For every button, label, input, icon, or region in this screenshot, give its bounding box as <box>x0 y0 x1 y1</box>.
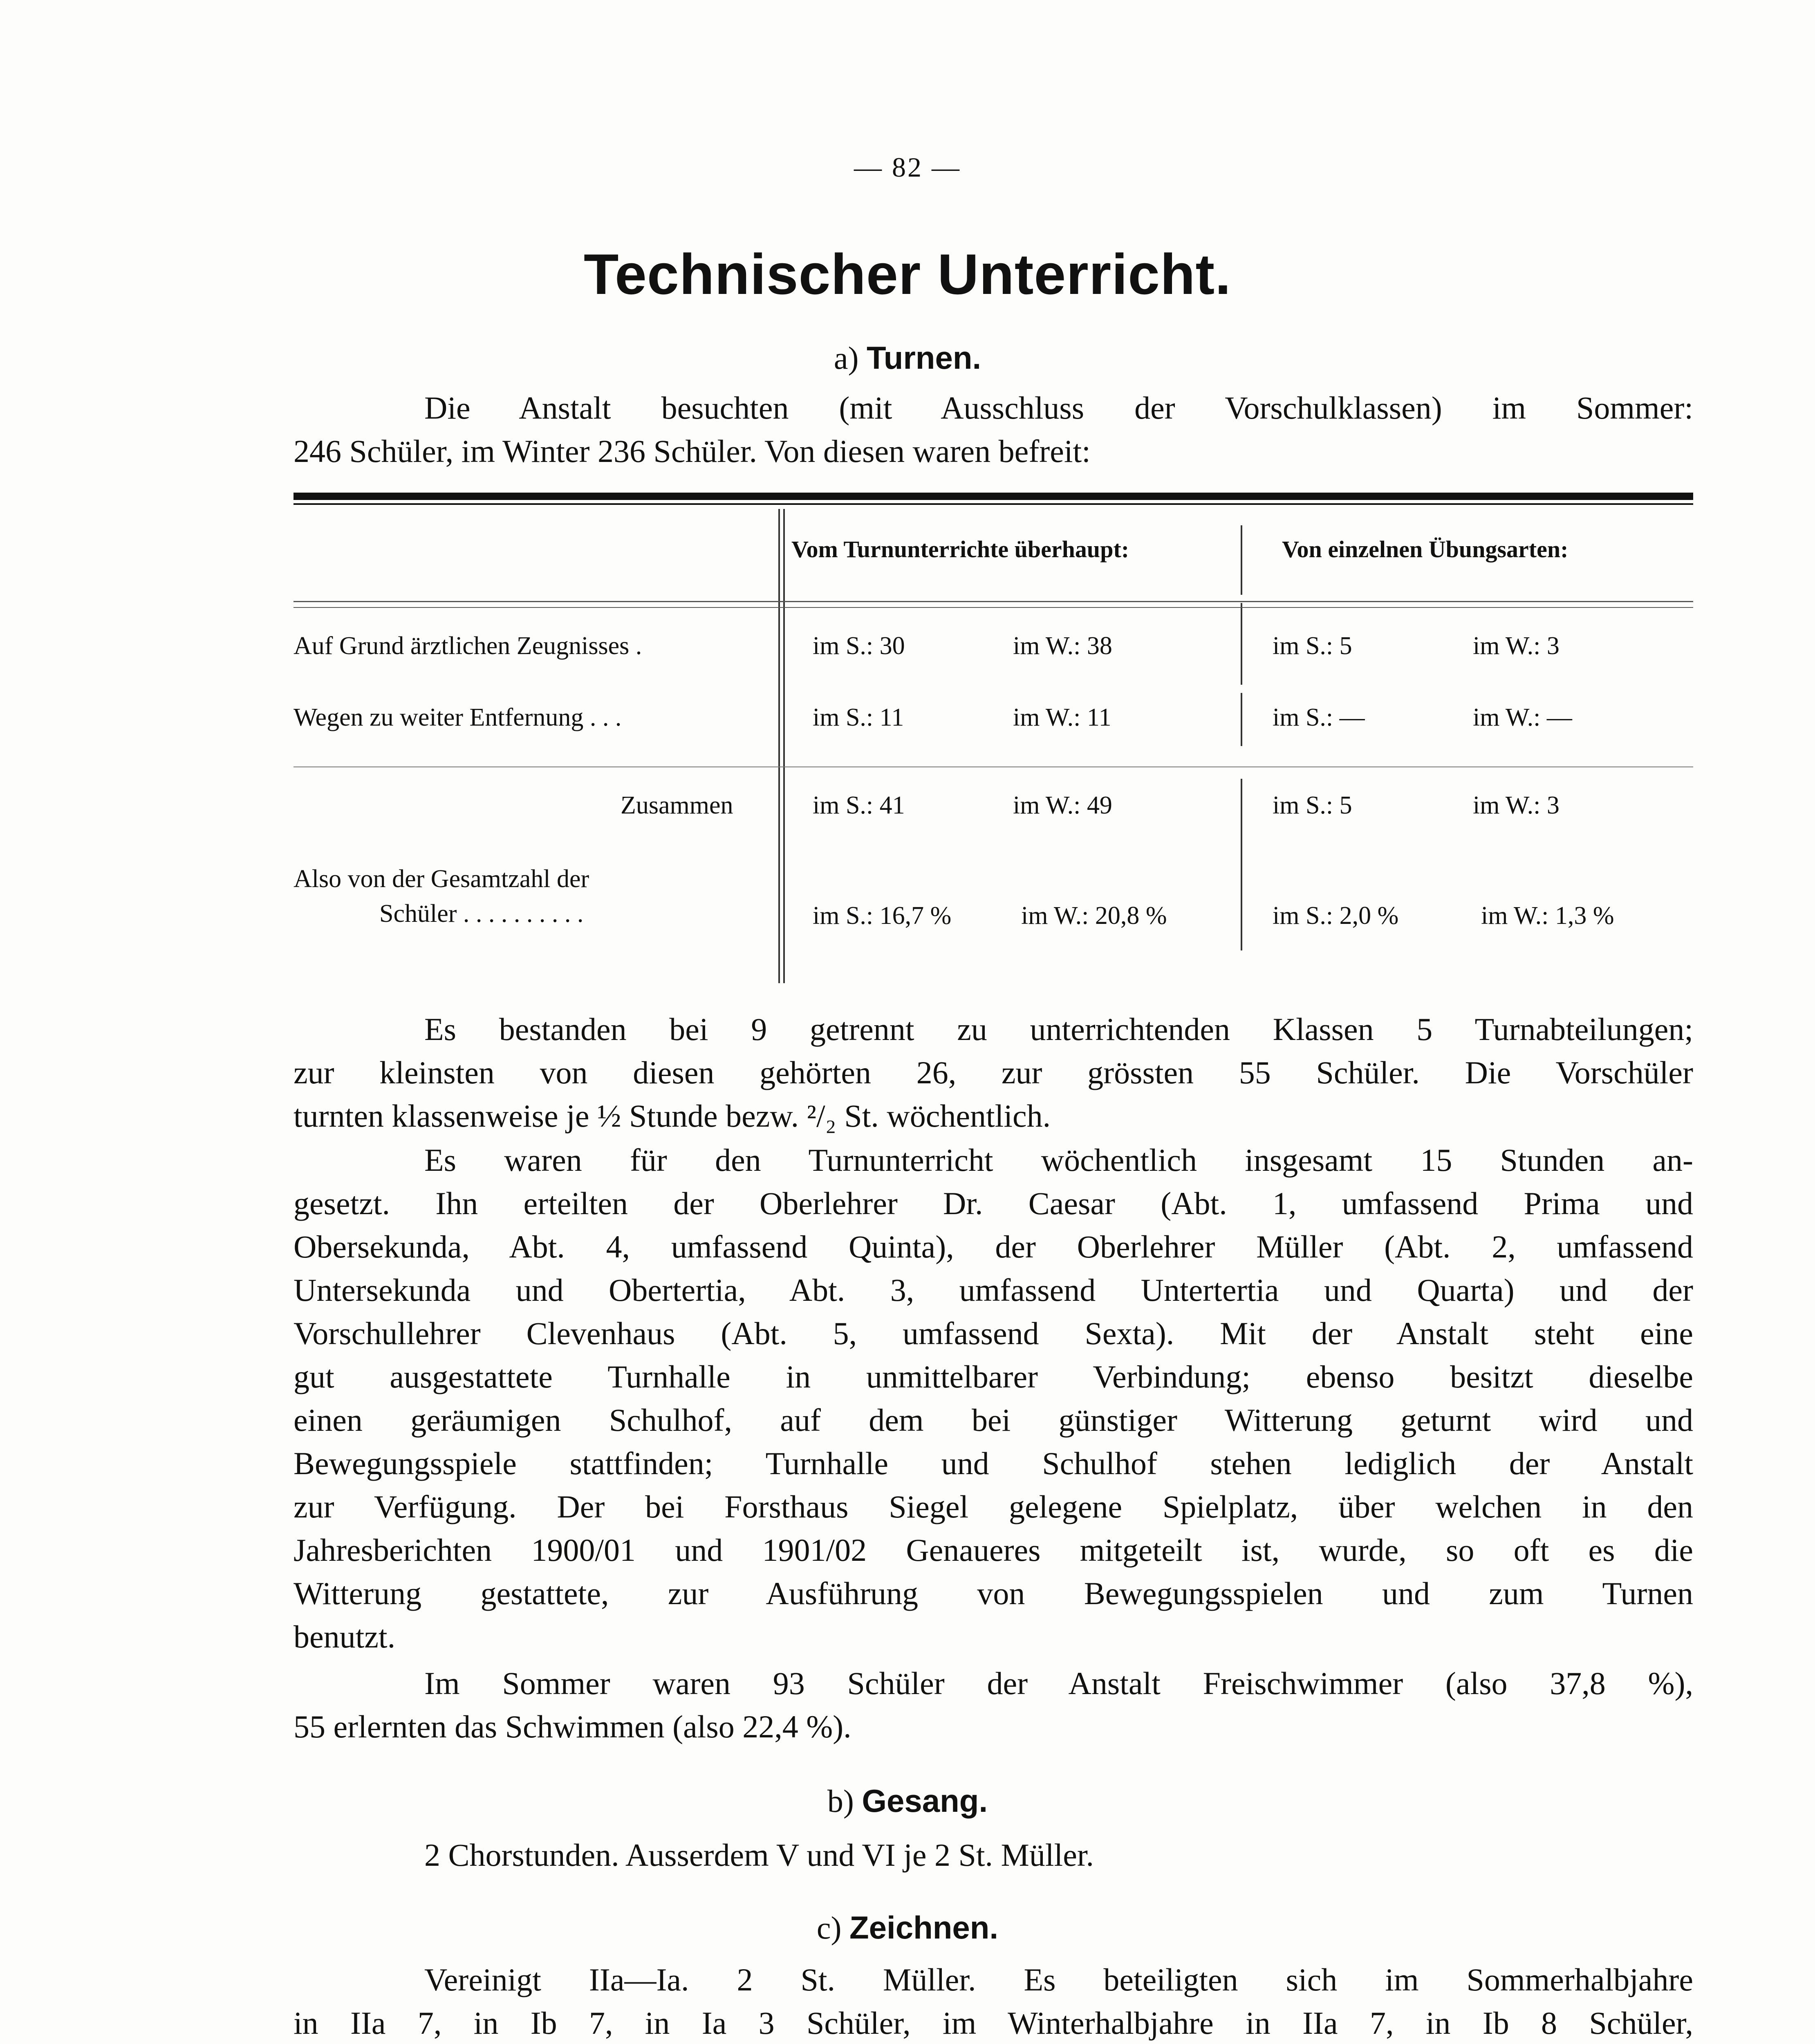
row-label-percent-1: Also von der Gesamtzahl der <box>294 865 589 893</box>
table-top-rule-thin <box>294 503 1693 505</box>
text-line: Es bestanden bei 9 getrennt zu unterrichtenden Klassen 5 Turnabteilungen; <box>424 1011 1693 1047</box>
table-header-rule <box>294 601 1693 602</box>
text-line: einen geräumigen Schulhof, auf dem bei günstiger Witterung geturnt wird und <box>294 1402 1693 1438</box>
text-line: zur Verfügung. Der bei Forsthaus Siegel gelegene Spielplatz, über welchen in den <box>294 1489 1693 1524</box>
text-line: Es waren für den Turnunterricht wöchentlich insgesamt 15 Stunden an- <box>424 1142 1693 1178</box>
col-header-2: Von einzelnen Übungsarten: <box>1282 536 1569 563</box>
section-b-title: Gesang. <box>862 1783 988 1819</box>
text-line: gut ausgestattete Turnhalle in unmittelbarer Verbindung; ebenso besitzt dieselbe <box>294 1359 1693 1394</box>
page-title: Technischer Unterricht. <box>583 242 1232 306</box>
section-a-intro <box>294 386 1693 473</box>
text-line: 2 Chorstunden. Ausserdem V und VI je 2 St. Müller. <box>424 1837 1094 1873</box>
row-label-percent-2: Schüler . . . . . . . . . . <box>379 900 584 928</box>
text-line: gesetzt. Ihn erteilten der Oberlehrer Dr. Caesar (Abt. 1, umfassend Prima und <box>294 1186 1693 1221</box>
text-line: Bewegungsspiele stattfinden; Turnhalle und Schulhof stehen lediglich der Anstalt <box>294 1446 1693 1481</box>
page-number: — 82 — <box>854 152 961 183</box>
section-b-heading <box>0 1782 1815 1820</box>
col-header-1: Vom Turnunterrichte überhaupt: <box>791 536 1129 563</box>
text-line: 55 erlernten das Schwimmen (also 22,4 %). <box>294 1709 851 1744</box>
table-cell: im S.: 2,0 % <box>1273 902 1399 930</box>
table-cell: im S.: 5 <box>1273 791 1352 819</box>
section-a-marker: a) <box>834 340 859 376</box>
text-line: zur kleinsten von diesen gehörten 26, zur grössten 55 Schüler. Die Vorschüler <box>294 1055 1693 1090</box>
table-divider <box>1241 603 1242 685</box>
table-divider <box>783 509 785 983</box>
table-cell: im S.: — <box>1273 704 1365 731</box>
intro-line: 246 Schüler, im Winter 236 Schüler. Von diesen waren befreit: <box>294 433 1091 469</box>
text-line: Im Sommer waren 93 Schüler der Anstalt Freischwimmer (also 37,8 %), <box>424 1665 1693 1701</box>
text-line: turnten klassenweise je ½ Stunde bezw. ²/₂ St. wöchentlich. <box>294 1098 1051 1134</box>
table-cell: im W.: 38 <box>1013 632 1112 660</box>
intro-line: Die Anstalt besuchten (mit Ausschluss der Vorschulklassen) im Sommer: <box>424 390 1693 426</box>
table-cell: im S.: 30 <box>813 632 905 660</box>
text-line: benutzt. <box>294 1619 396 1654</box>
table-cell: im S.: 16,7 % <box>813 902 952 930</box>
section-c-title: Zeichnen. <box>849 1910 999 1945</box>
table-cell: im S.: 5 <box>1273 632 1352 660</box>
text-line: Vorschullehrer Clevenhaus (Abt. 5, umfassend Sexta). Mit der Anstalt steht eine <box>294 1316 1693 1351</box>
section-c-heading <box>0 1909 1815 1946</box>
table-cell: im S.: 11 <box>813 704 904 731</box>
paragraph-3 <box>294 1662 1693 1748</box>
table-cell: im W.: 20,8 % <box>1021 902 1167 930</box>
section-b-marker: b) <box>827 1783 854 1819</box>
text-line: Witterung gestattete, zur Ausführung von Bewegungsspielen und zum Turnen <box>294 1576 1693 1611</box>
text-line: Untersekunda und Obertertia, Abt. 3, umfassend Untertertia und Quarta) und der <box>294 1272 1693 1308</box>
table-top-rule <box>294 493 1693 500</box>
table-cell: im W.: — <box>1473 704 1572 731</box>
table-divider <box>1241 525 1242 595</box>
text-line: in IIa 7, in Ib 7, in Ia 3 Schüler, im Winterhalbjahre in IIa 7, in Ib 8 Schüler, <box>294 2005 1693 2041</box>
section-a-heading <box>0 339 1815 377</box>
table-cell: im W.: 3 <box>1473 791 1560 819</box>
exemption-table <box>294 493 1693 983</box>
row-label-total: Zusammen <box>621 791 733 819</box>
table-cell: im W.: 3 <box>1473 632 1560 660</box>
table-divider <box>1241 779 1242 950</box>
text-line: Vereinigt IIa—Ia. 2 St. Müller. Es beteiligten sich im Sommerhalbjahre <box>424 1962 1693 1997</box>
paragraph-1 <box>294 1008 1693 1138</box>
paragraph-2 <box>294 1139 1693 1659</box>
table-divider <box>778 509 780 983</box>
section-c-text <box>294 1958 1693 2044</box>
table-cell: im W.: 49 <box>1013 791 1112 819</box>
table-cell: im W.: 1,3 % <box>1481 902 1614 930</box>
table-header-rule <box>294 607 1693 608</box>
row-label: Auf Grund ärztlichen Zeugnisses . <box>294 632 642 660</box>
table-cell: im W.: 11 <box>1013 704 1111 731</box>
section-b-text <box>294 1833 1693 1877</box>
table-sum-rule <box>294 766 1693 767</box>
table-divider <box>1241 693 1242 746</box>
text-line: Jahresberichten 1900/01 und 1901/02 Genaueres mitgeteilt ist, wurde, so oft es die <box>294 1532 1693 1568</box>
section-c-marker: c) <box>816 1910 842 1945</box>
text-line: Obersekunda, Abt. 4, umfassend Quinta), der Oberlehrer Müller (Abt. 2, umfassend <box>294 1229 1693 1264</box>
section-a-title: Turnen. <box>866 340 981 376</box>
table-cell: im S.: 41 <box>813 791 905 819</box>
row-label: Wegen zu weiter Entfernung . . . <box>294 704 622 731</box>
